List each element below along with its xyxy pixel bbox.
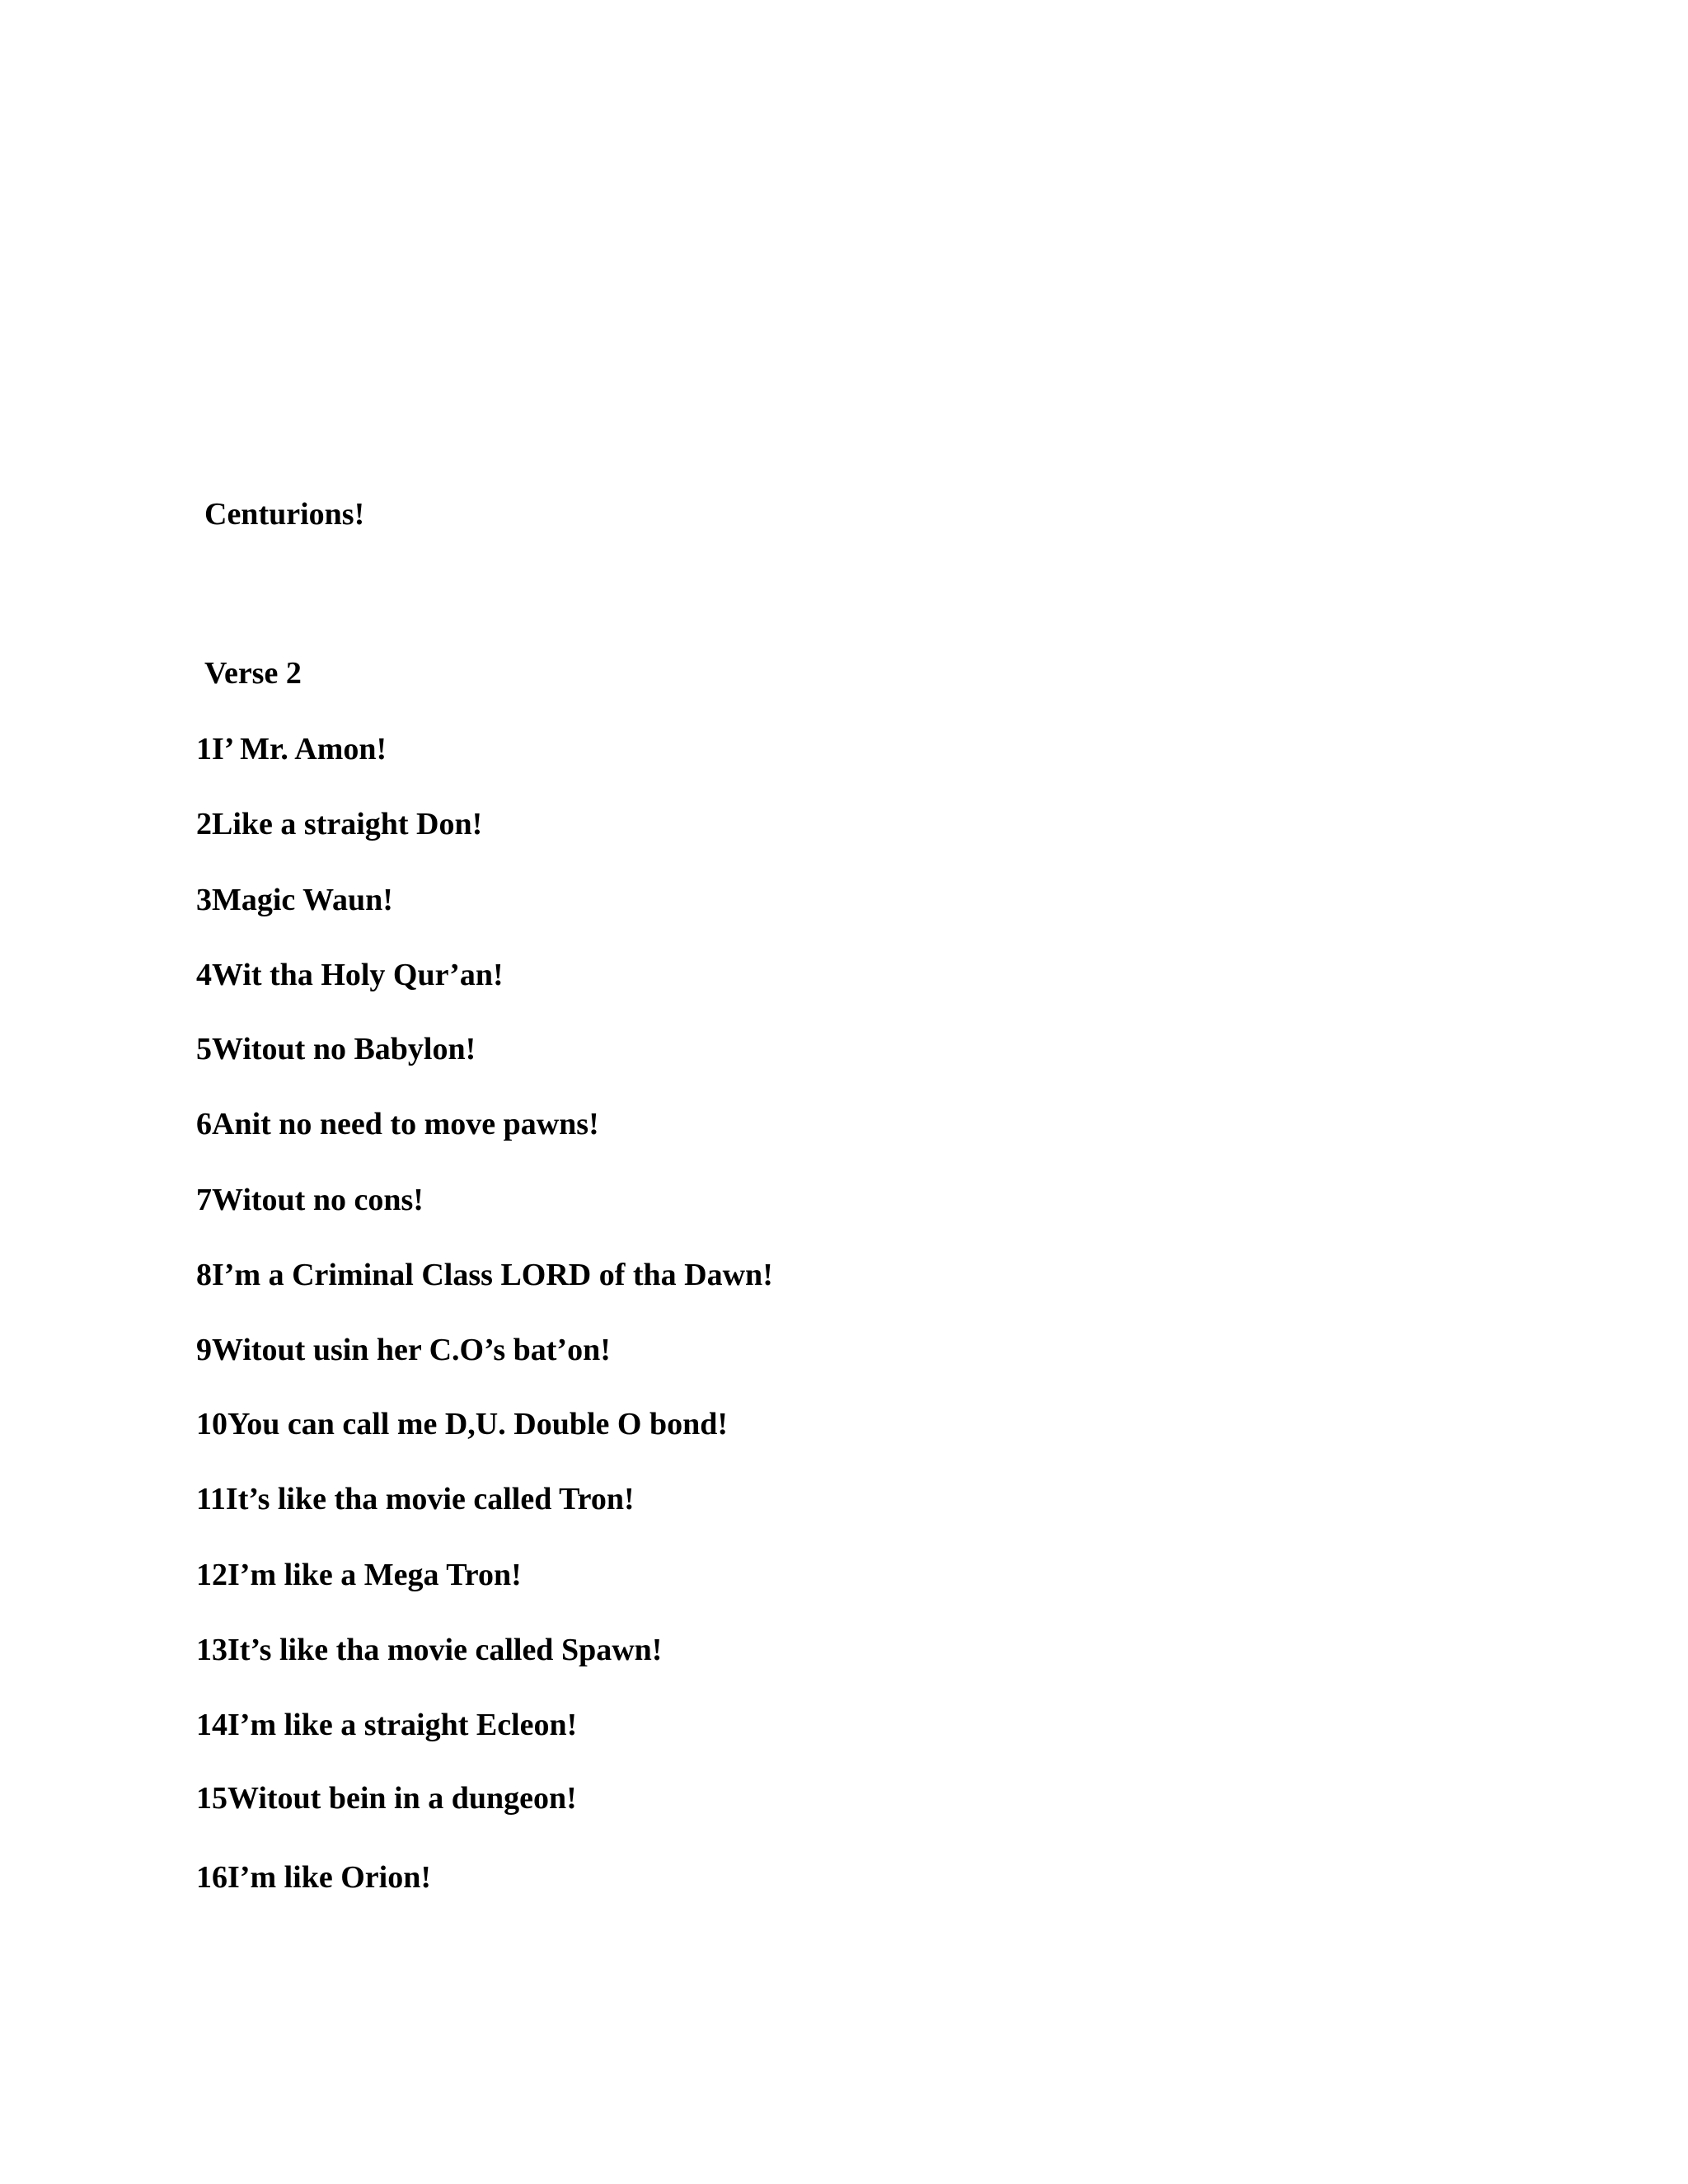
document-title: Centurions!: [204, 497, 365, 532]
verse-line: 9Witout usin her C.O’s bat’on!: [196, 1333, 611, 1367]
verse-line: 3Magic Waun!: [196, 883, 393, 917]
verse-heading: Verse 2: [204, 656, 302, 691]
verse-line: 8I’m a Criminal Class LORD of tha Dawn!: [196, 1258, 773, 1292]
verse-line: 2Like a straight Don!: [196, 807, 483, 841]
verse-line: 15Witout bein in a dungeon!: [196, 1781, 577, 1816]
verse-line: 14I’m like a straight Ecleon!: [196, 1708, 578, 1742]
verse-line: 6Anit no need to move pawns!: [196, 1107, 599, 1141]
verse-line: 4Wit tha Holy Qur’an!: [196, 958, 504, 992]
verse-line: 10You can call me D,U. Double O bond!: [196, 1407, 728, 1441]
verse-line: 16I’m like Orion!: [196, 1860, 431, 1895]
verse-line: 11It’s like tha movie called Tron!: [196, 1482, 635, 1516]
verse-line: 12I’m like a Mega Tron!: [196, 1558, 522, 1592]
verse-line: 13It’s like tha movie called Spawn!: [196, 1633, 663, 1667]
verse-line: 1I’ Mr. Amon!: [196, 732, 387, 766]
verse-line: 7Witout no cons!: [196, 1183, 424, 1217]
verse-line: 5Witout no Babylon!: [196, 1032, 476, 1066]
